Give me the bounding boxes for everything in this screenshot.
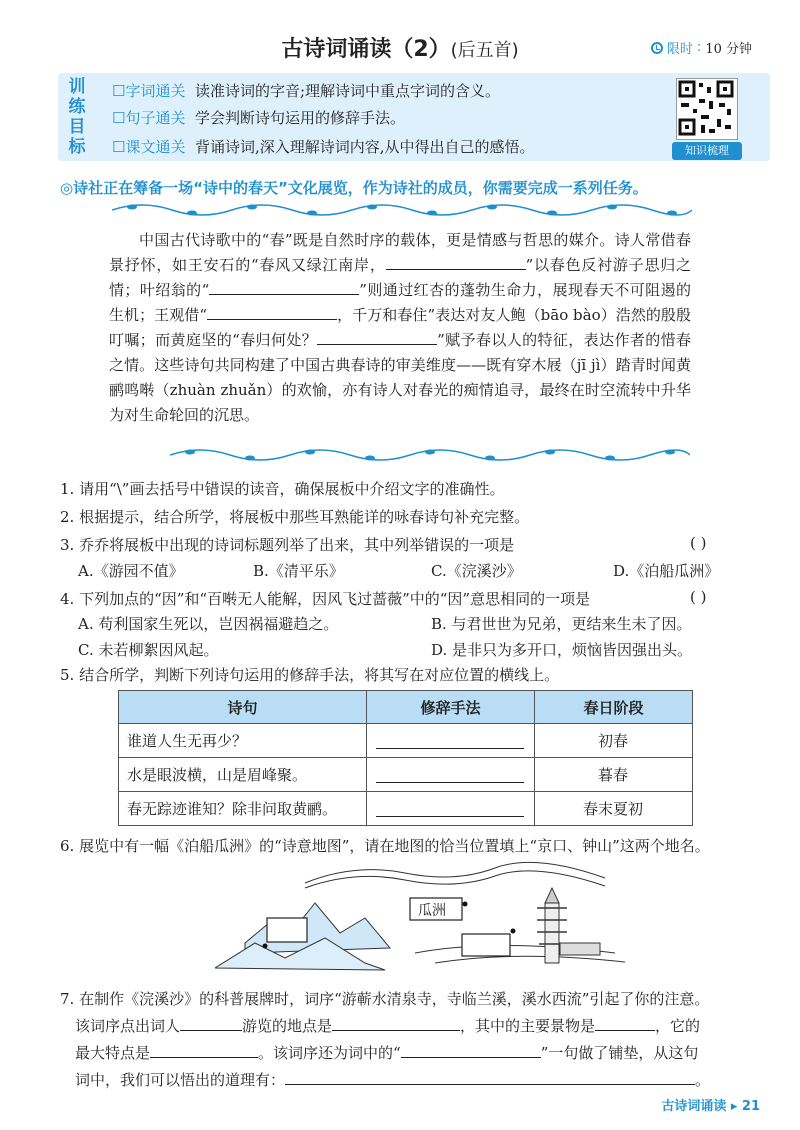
col-header-verse: 诗句 — [119, 691, 367, 724]
col-header-stage: 春日阶段 — [535, 691, 693, 724]
q7-blank-lesson[interactable] — [285, 1069, 695, 1085]
page-title: 古诗词诵读（2）(后五首) — [281, 37, 519, 62]
timer-label: 限时 — [666, 42, 693, 57]
map-point-left — [263, 944, 268, 949]
time-limit: 限时 : 10 分钟 — [651, 38, 752, 57]
q7-blank-place[interactable] — [332, 1015, 460, 1031]
q3-option-d[interactable]: D.《泊船瓜洲》 — [613, 562, 720, 580]
question-2: 2. 根据提示，结合所学，将展板中那些耳熟能详的咏春诗句补充完整。 — [60, 508, 530, 526]
q7-blank-feature[interactable] — [150, 1042, 258, 1058]
question-1: 1. 请用“\”画去括号中错误的读音，确保展板中介绍文字的准确性。 — [60, 480, 505, 498]
fill-blank-3[interactable] — [207, 304, 337, 320]
map-label-guazhou: 瓜洲 — [418, 903, 446, 919]
map-point-right — [511, 929, 516, 934]
rhetoric-answer-line[interactable] — [376, 762, 524, 783]
q3-option-a[interactable]: A.《游园不值》 — [78, 562, 184, 580]
question-3: 3. 乔乔将展板中出现的诗词标题列举了出来，其中列举错误的一项是 — [60, 536, 515, 554]
q7-blank-line[interactable] — [401, 1042, 541, 1058]
q4-option-b[interactable]: B. 与君世世为兄弟，更结来生未了因。 — [431, 615, 692, 633]
goal-row-sentences: ☐句子通关 学会判断诗句运用的修辞手法。 — [112, 109, 406, 127]
q4-option-a[interactable]: A. 苟利国家生死以，岂因祸福避趋之。 — [78, 615, 339, 633]
question-7: 7. 在制作《浣溪沙》的科普展牌时，词序“游蕲水清泉寺，寺临兰溪，溪水西流”引起了你的注意。 该词序点出词人 游览的地点是 ，其中的主要景物是 ，它的 最大特点是 。该词序还为词中的“ ”一句做了铺垫，从这句 词中，我们可以悟出的道理有： 。 — [60, 990, 711, 1089]
table-row: 春无踪迹谁知？除非问取黄鹂。 春末夏初 — [119, 792, 693, 826]
answer-paren-4[interactable]: ( ) — [690, 588, 707, 606]
col-header-rhetoric: 修辞手法 — [367, 691, 535, 724]
rhetoric-answer-line[interactable] — [376, 728, 524, 749]
goal-row-words: ☐字词通关 读准诗词的字音;理解诗词中重点字词的含义。 — [112, 82, 501, 100]
exhibit-passage: 中国古代诗歌中的“春”既是自然时序的载体，更是情感与哲思的媒介。诗人常借春景抒怀，如王安石的“春风又绿江南岸， ”以春色反衬游子思归之情；叶绍翁的“ ”则通过红杏的蓬勃生命力，展现春天不可阻遏的生机；王观借“ ，千万和春住”表达对友人鲍（bāo bào）浩然的殷殷叮嘱；而黄庭坚的“春归何处？ ”赋予春以人的特征，表达作者的惜春之情。这些诗句共同构建了中国古典春诗的审美维度——既有穿木屐（jī jì）踏青时闻黄鹂鸣啭（zhuàn zhuǎn）的欢愉，亦有诗人对春光的痴情追寻，最终在时空流转中升华为对生命轮回的沉思。 — [109, 231, 692, 424]
question-5: 5. 结合所学，判断下列诗句运用的修辞手法，将其写在对应位置的横线上。 — [60, 666, 560, 684]
fill-blank-4[interactable] — [317, 329, 437, 345]
qr-code-icon[interactable] — [676, 78, 738, 140]
vine-divider-top — [112, 200, 692, 220]
task-intro: ◎诗社正在筹备一场“诗中的春天”文化展览，作为诗社的成员，你需要完成一系列任务。 — [60, 179, 648, 197]
q3-option-c[interactable]: C.《浣溪沙》 — [431, 562, 522, 580]
q4-option-d[interactable]: D. 是非只为多开口，烦恼皆因强出头。 — [431, 641, 693, 659]
clock-icon — [651, 42, 663, 54]
goals-tag: 训 练 目 标 — [68, 77, 86, 157]
map-blank-box-right[interactable] — [462, 934, 510, 956]
rhetoric-table — [118, 690, 693, 826]
fill-blank-2[interactable] — [209, 279, 359, 295]
map-blank-box-left[interactable] — [267, 918, 307, 942]
q4-option-c[interactable]: C. 未若柳絮因风起。 — [78, 641, 219, 659]
answer-paren-3[interactable]: ( ) — [690, 534, 707, 552]
vine-divider-bottom — [170, 445, 690, 465]
page-footer: 古诗词诵读 ▸ 21 — [661, 1099, 760, 1114]
q3-option-b[interactable]: B.《清平乐》 — [253, 562, 344, 580]
table-row: 谁道人生无再少？ 初春 — [119, 724, 693, 758]
page-number: 21 — [741, 1099, 760, 1114]
question-4: 4. 下列加点的“因”和“百啭无人能解，因风飞过蔷薇”中的“因”意思相同的一项是 — [60, 590, 591, 608]
question-6: 6. 展览中有一幅《泊船瓜洲》的“诗意地图”，请在地图的恰当位置填上“京口、钟山”这两个地名。 — [60, 837, 710, 855]
goal-row-text: ☐课文通关 背诵诗词,深入理解诗词内容,从中得出自己的感悟。 — [112, 138, 535, 156]
rhetoric-answer-line[interactable] — [376, 796, 524, 817]
table-row: 水是眼波横，山是眉峰聚。 暮春 — [119, 758, 693, 792]
fill-blank-1[interactable] — [386, 254, 526, 270]
q7-blank-scene[interactable] — [595, 1015, 655, 1031]
q7-blank-who[interactable] — [180, 1015, 242, 1031]
timer-value: 10 分钟 — [705, 42, 752, 57]
qr-label: 知识梳理 — [672, 142, 742, 160]
